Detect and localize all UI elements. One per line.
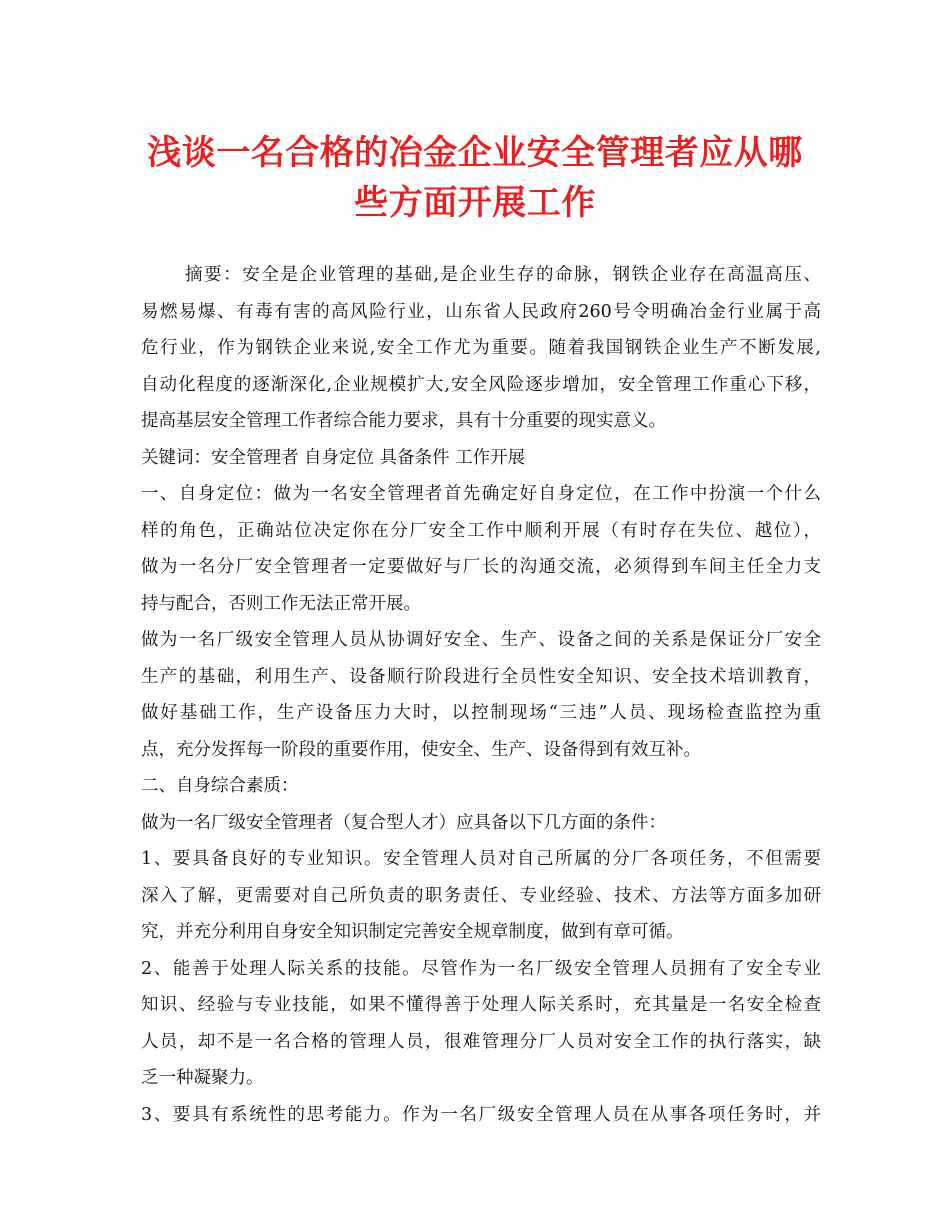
text-line: 3、要具有系统性的思考能力。作为一名厂级安全管理人员在从事各项任务时，并: [141, 1104, 821, 1125]
text-line: 提高基层安全管理工作者综合能力要求，具有十分重要的现实意义。: [141, 411, 666, 431]
text-line: 1、要具备良好的专业知识。安全管理人员对自己所属的分厂各项任务，不但需要: [141, 849, 821, 869]
title-line: 浅谈一名合格的冶金企业安全管理者应从哪: [147, 133, 803, 173]
text-line: 乏一种凝聚力。: [141, 1068, 264, 1088]
text-line: 做为一名厂级安全管理者（复合型人才）应具备以下几方面的条件：: [141, 812, 666, 833]
text-line: 关键词：安全管理者 自身定位 具备条件 工作开展: [141, 447, 526, 468]
title-line: 些方面开展工作: [354, 183, 596, 223]
text-line: 一、自身定位：做为一名安全管理者首先确定好自身定位，在工作中扮演一个什么: [141, 484, 821, 504]
text-line: 究，并充分利用自身安全知识制定完善安全规章制度，做到有章可循。: [141, 922, 684, 942]
text-line: 危行业，作为钢铁企业来说,安全工作尤为重要。随着我国钢铁企业生产不断发展,: [141, 338, 821, 358]
text-line: 做为一名分厂安全管理者一定要做好与厂长的沟通交流，必须得到车间主任全力支: [141, 557, 821, 577]
text-line: 易燃易爆、有毒有害的高风险行业，山东省人民政府260号令明确冶金行业属于高: [141, 301, 821, 322]
text-line: 点，充分发挥每一阶段的重要作用，使安全、生产、设备得到有效互补。: [141, 739, 701, 760]
document-title: [100, 128, 850, 228]
text-line: 自动化程度的逐渐深化,企业规模扩大,安全风险逐步增加，安全管理工作重心下移，: [141, 374, 821, 395]
document-body: [141, 257, 821, 1133]
text-line: 摘要：安全是企业管理的基础,是企业生存的命脉，钢铁企业存在高温高压、: [185, 265, 821, 285]
text-line: 深入了解，更需要对自己所负责的职务责任、专业经验、技术、方法等方面多加研: [141, 885, 821, 906]
text-line: 做为一名厂级安全管理人员从协调好安全、生产、设备之间的关系是保证分厂安全: [141, 630, 821, 650]
text-line: 做好基础工作，生产设备压力大时，以控制现场“三违”人员、现场检查监控为重: [141, 703, 821, 723]
text-line: 2、能善于处理人际关系的技能。尽管作为一名厂级安全管理人员拥有了安全专业: [141, 958, 821, 979]
text-line: 持与配合，否则工作无法正常开展。: [141, 593, 421, 614]
text-line: 人员，却不是一名合格的管理人员，很难管理分厂人员对安全工作的执行落实，缺: [141, 1031, 821, 1052]
text-line: 样的角色，正确站位决定你在分厂安全工作中顺利开展（有时存在失位、越位），: [141, 520, 821, 541]
text-line: 知识、经验与专业技能，如果不懂得善于处理人际关系时，充其量是一名安全检查: [141, 995, 821, 1015]
text-line: 生产的基础，利用生产、设备顺行阶段进行全员性安全知识、安全技术培训教育，: [141, 666, 821, 687]
text-line: 二、自身综合素质：: [141, 776, 299, 796]
